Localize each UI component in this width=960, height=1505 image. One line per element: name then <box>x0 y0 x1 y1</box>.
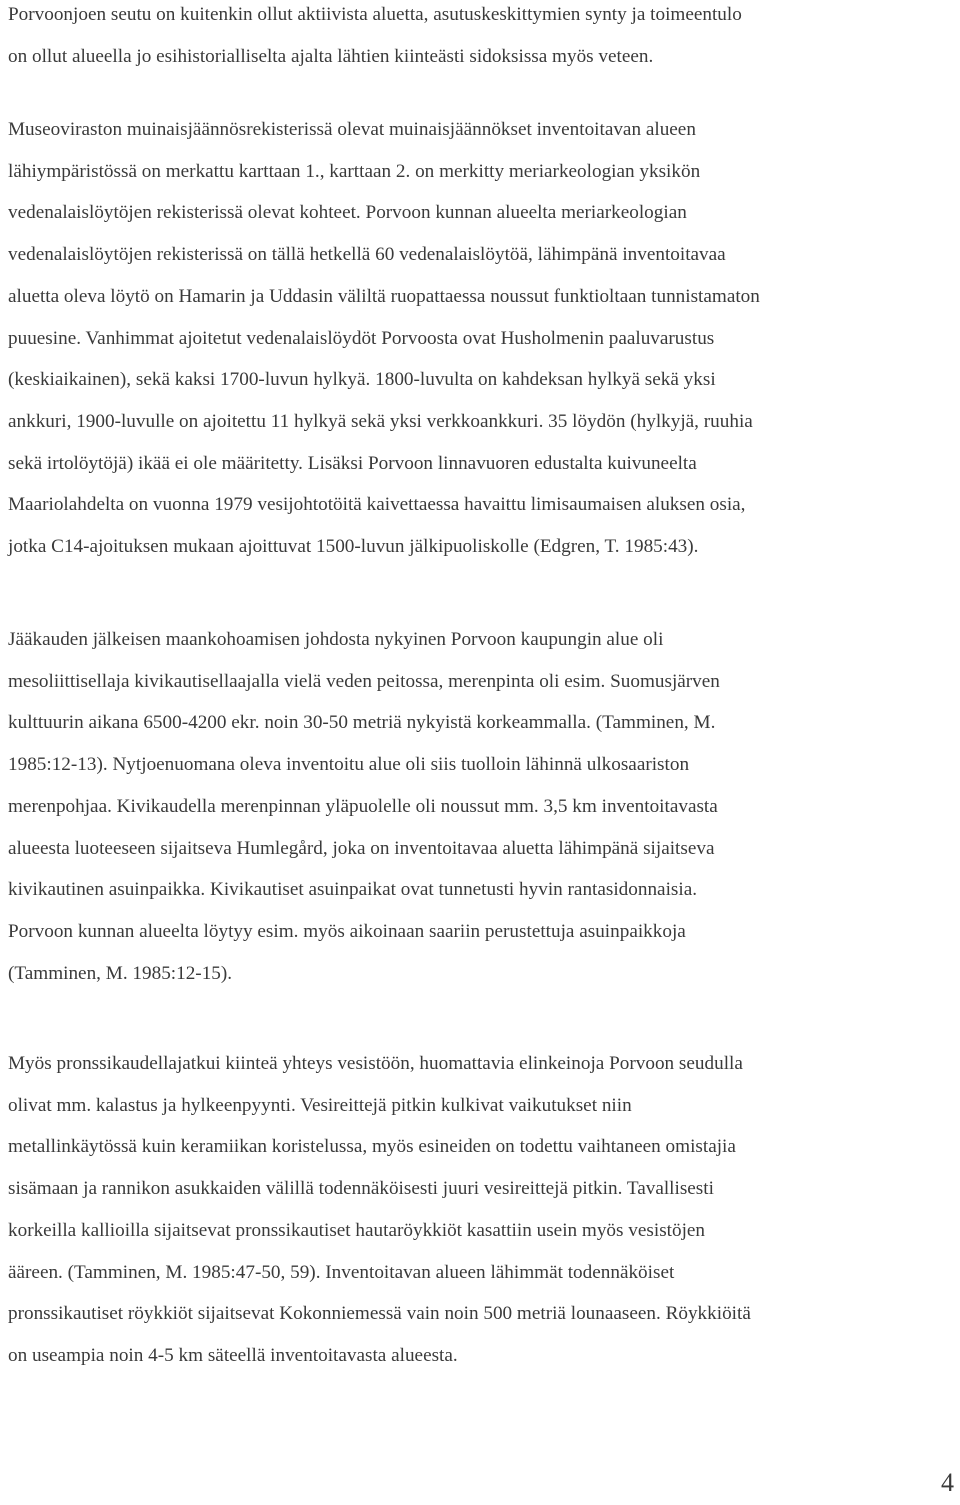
text-line: olivat mm. kalastus ja hylkeenpyynti. Vesireittejä pitkin kulkivat vaikutukset niin <box>8 1094 632 1116</box>
text-line: 1985:12-13). Nytjoenuomana oleva inventoitu alue oli siis tuolloin lähinnä ulkosaariston <box>8 754 690 776</box>
paragraph-pronssikausi <box>8 1043 751 1377</box>
text-line: mesoliittisellaja kivikautisellaajalla vielä veden peitossa, merenpinta oli esim. Suomusjärven <box>8 670 720 692</box>
paragraph-porvoonjoen-seutu <box>8 0 742 77</box>
paragraph-jaakauden-jalkeinen <box>8 619 720 994</box>
text-line: vedenalaislöytöjen rekisterissä olevat kohteet. Porvoon kunnan alueelta meriarkeologian <box>8 202 687 224</box>
text-line: ankkuri, 1900-luvulle on ajoitettu 11 hylkyä sekä yksi verkkoankkuri. 35 löydön (hylkyjä, ruuhia <box>8 410 753 432</box>
text-line: on ollut alueella jo esihistorialliselta ajalta lähtien kiinteästi sidoksissa myös veteen. <box>8 45 654 67</box>
text-line: metallinkäytössä kuin keramiikan koristelussa, myös esineiden on todettu vaihtaneen omistajia <box>8 1136 736 1158</box>
text-line: kulttuurin aikana 6500-4200 ekr. noin 30-50 metriä nykyistä korkeammalla. (Tamminen, M. <box>8 712 716 734</box>
text-line: on useampia noin 4-5 km säteellä inventoitavasta alueesta. <box>8 1344 458 1366</box>
text-line: Jääkauden jälkeisen maankohoamisen johdosta nykyinen Porvoon kaupungin alue oli <box>8 629 664 650</box>
text-line: alueesta luoteeseen sijaitseva Humlegård, joka on inventoitavaa aluetta lähimpänä sijaitseva <box>8 837 715 859</box>
paragraph-muinaisjaannosrekisteri <box>8 109 760 568</box>
text-line: puuesine. Vanhimmat ajoitetut vedenalaislöydöt Porvoosta ovat Husholmenin paaluvarustus <box>8 327 715 349</box>
text-line: sisämaan ja rannikon asukkaiden välillä todennäköisesti juuri vesireittejä pitkin. Tavallisesti <box>8 1178 714 1200</box>
text-line: Museoviraston muinaisjäännösrekisterissä olevat muinaisjäännökset inventoitavan alueen <box>8 119 696 140</box>
text-line: kivikautinen asuinpaikka. Kivikautiset asuinpaikat ovat tunnetusti hyvin rantasidonnaisia. <box>8 879 698 901</box>
text-line: sekä irtolöytöjä) ikää ei ole määritetty. Lisäksi Porvoon linnavuoren edustalta kuivuneelta <box>8 452 697 474</box>
text-line: lähiympäristössä on merkattu karttaan 1., karttaan 2. on merkitty meriarkeologian yksikön <box>8 160 701 182</box>
text-line: aluetta oleva löytö on Hamarin ja Uddasin väliltä ruopattaessa noussut funktioltaan tunnistamaton <box>8 285 760 307</box>
text-line: Porvoonjoen seutu on kuitenkin ollut aktiivista aluetta, asutuskeskittymien synty ja toimeentulo <box>8 4 742 25</box>
text-line: pronssikautiset röykkiöt sijaitsevat Kokonniemessä vain noin 500 metriä lounaaseen. Röykkiöitä <box>8 1303 751 1325</box>
text-line: jotka C14-ajoituksen mukaan ajoittuvat 1500-luvun jälkipuoliskolle (Edgren, T. 1985:43). <box>8 536 699 558</box>
text-line: ääreen. (Tamminen, M. 1985:47-50, 59). Inventoitavan alueen lähimmät todennäköiset <box>8 1261 675 1283</box>
text-line: merenpohjaa. Kivikaudella merenpinnan yläpuolelle oli noussut mm. 3,5 km inventoitavasta <box>8 795 718 817</box>
text-line: Maariolahdelta on vuonna 1979 vesijohtotöitä kaivettaessa havaittu limisaumaisen aluksen osia, <box>8 494 746 516</box>
text-line: vedenalaislöytöjen rekisterissä on tällä hetkellä 60 vedenalaislöytöä, lähimpänä inventoitavaa <box>8 244 726 266</box>
page-number: 4 <box>941 1468 954 1497</box>
text-line: Myös pronssikaudellajatkui kiinteä yhteys vesistöön, huomattavia elinkeinoja Porvoon seudulla <box>8 1053 743 1074</box>
text-line: Porvoon kunnan alueelta löytyy esim. myös aikoinaan saariin perustettuja asuinpaikkoja <box>8 920 686 942</box>
text-line: (Tamminen, M. 1985:12-15). <box>8 962 233 984</box>
text-line: korkeilla kallioilla sijaitsevat pronssikautiset hautaröykkiöt kasattiin usein myös vesistöjen <box>8 1219 706 1241</box>
text-line: (keskiaikainen), sekä kaksi 1700-luvun hylkyä. 1800-luvulta on kahdeksan hylkyä sekä yksi <box>8 369 716 391</box>
